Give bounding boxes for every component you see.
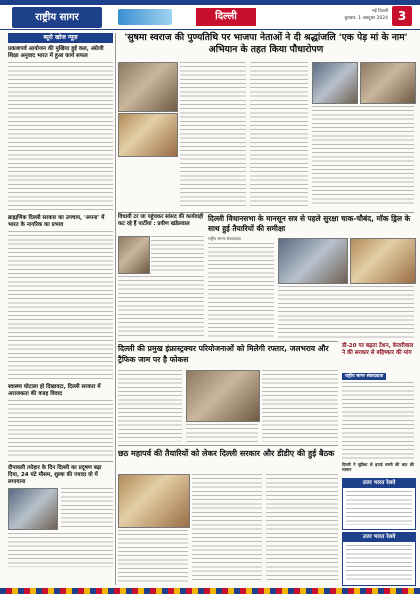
top-photo-1	[118, 62, 178, 112]
left-lead-headline: प्रकाशपर्व आयोजन की मुखिया हुई कल, अंग्रेजी शिक्षा अनुवाद भारत में हुआ कार्य सफल	[8, 46, 104, 59]
masthead: राष्ट्रीय सागर	[12, 7, 102, 28]
infra-col1	[118, 370, 182, 442]
mp-story-headline: विधायी टर जा पहुंचकर सांसद की कार्यवाही कट रहे हैं पार्टीयां : प्रवीण खंडेलवाल	[118, 214, 204, 227]
rule-2	[118, 341, 338, 342]
tariff-body	[342, 382, 414, 460]
assembly-col1	[208, 243, 274, 338]
column-divider	[115, 33, 116, 585]
left-story4-headline: दीपावली त्योहार के दिन दिल्ली का प्रदूषण बढ़ा दिया, 24 घंटे मौसम, शुल्क की ज्यादा वो में लगायाना	[8, 465, 102, 485]
top-story	[118, 60, 414, 210]
top-photo-4	[360, 62, 416, 104]
chhath-photo	[118, 474, 190, 528]
rule-1	[118, 212, 414, 213]
left-story2-body	[8, 231, 113, 381]
notice-snippet: दिल्ली ने सुविधा से इन्टर्ड चरमी की बात की सामान	[342, 462, 414, 473]
header-meta-line1: नई दिल्ली	[372, 9, 388, 14]
left-story3-body	[8, 400, 113, 458]
header-rule	[0, 29, 420, 30]
header-logo	[118, 9, 172, 25]
left-story3-headline: स्वास्थ्य घोटाला हो दिखावटा, दिल्ली सरकार में अराजकता की वजह विवाद	[8, 384, 101, 397]
infra-photo-caption	[186, 424, 258, 442]
tariff-byline: राष्ट्रीय सागर संवाददाता	[342, 373, 386, 380]
assembly-byline: राष्ट्रीय सागर संवाददाता	[208, 236, 242, 241]
left-story4-body	[8, 533, 113, 567]
mp-story-side-text	[151, 236, 204, 272]
left-divider	[8, 461, 113, 462]
top-photo-3	[312, 62, 358, 104]
main-headline: 'सुषमा स्वराज की पुण्यतिथि पर भाजपा नेताओं ने दी श्रद्धांजलि 'एक पेड़ मां के नाम' अभियान के तहत किया पौधारोपण	[124, 32, 408, 55]
left-story4-photo	[8, 488, 58, 530]
header-meta	[345, 8, 388, 22]
top-story-col2	[250, 62, 308, 207]
top-photo-2	[118, 113, 178, 157]
notice-title-2: उत्तर भारत रेलवे	[343, 533, 415, 542]
infra-photo	[186, 370, 260, 422]
mp-story-photo	[118, 236, 150, 274]
assembly-col2	[278, 286, 414, 338]
city-label: दिल्ली	[196, 8, 256, 26]
header-strip	[0, 0, 420, 5]
assembly-photo-1	[278, 238, 348, 284]
tariff-headline: डी-20 पर बढ़ता टेंशन, केजरीवाल ने की सरकार से बहिष्कार की मांग	[342, 343, 414, 357]
chhath-headline: छठ महापर्व की तैयारियों को लेकर दिल्ली सरकार और डीडीए की हुई बैठक	[118, 449, 335, 458]
top-story-col3	[312, 106, 414, 207]
rule-3	[118, 445, 338, 446]
top-story-col1	[180, 62, 246, 207]
chhath-col2	[192, 474, 262, 582]
chhath-col1	[118, 530, 188, 582]
page-footer-strip	[0, 588, 420, 594]
left-column	[8, 33, 113, 585]
notice-title-1: उत्तर भारत रेलवे	[343, 479, 415, 488]
header-meta-line2: बुधवार, 1 अक्टूबर 2024	[344, 16, 388, 21]
assembly-photo-2	[350, 238, 416, 284]
left-story4-side-text	[61, 488, 113, 528]
page-header	[0, 0, 420, 30]
section-head: ब्यूरो खोज न्यूज़	[8, 33, 113, 43]
notice-body-1	[346, 491, 412, 525]
assembly-headline: दिल्ली विधानसभा के मानसून सत्र से पहले सुरक्षा चाक-चौबंद, मॉक ड्रिल के साथ हुई तैयारियों की समीक्षा	[208, 214, 411, 233]
left-lead-body	[8, 62, 113, 212]
left-story2-headline: ब्राह्मणिक दिल्ली सरकार का उपचाय, 'अपना' में भारत के नागरिक का प्रभाव	[8, 215, 105, 228]
page-number: 3	[392, 6, 412, 26]
notice-body-2	[346, 545, 412, 581]
mp-story-body	[118, 276, 204, 338]
infra-headline: दिल्ली की प्रमुख इंफ्रास्ट्रक्चर परियोजनाओं को मिलेगी रफ्तार, जलभराव और ट्रैफिक जाम पर है फोकस	[118, 344, 329, 364]
chhath-col3	[266, 474, 338, 582]
infra-col2	[262, 370, 338, 442]
notice-box-1	[342, 478, 416, 530]
notice-box-2	[342, 532, 416, 586]
